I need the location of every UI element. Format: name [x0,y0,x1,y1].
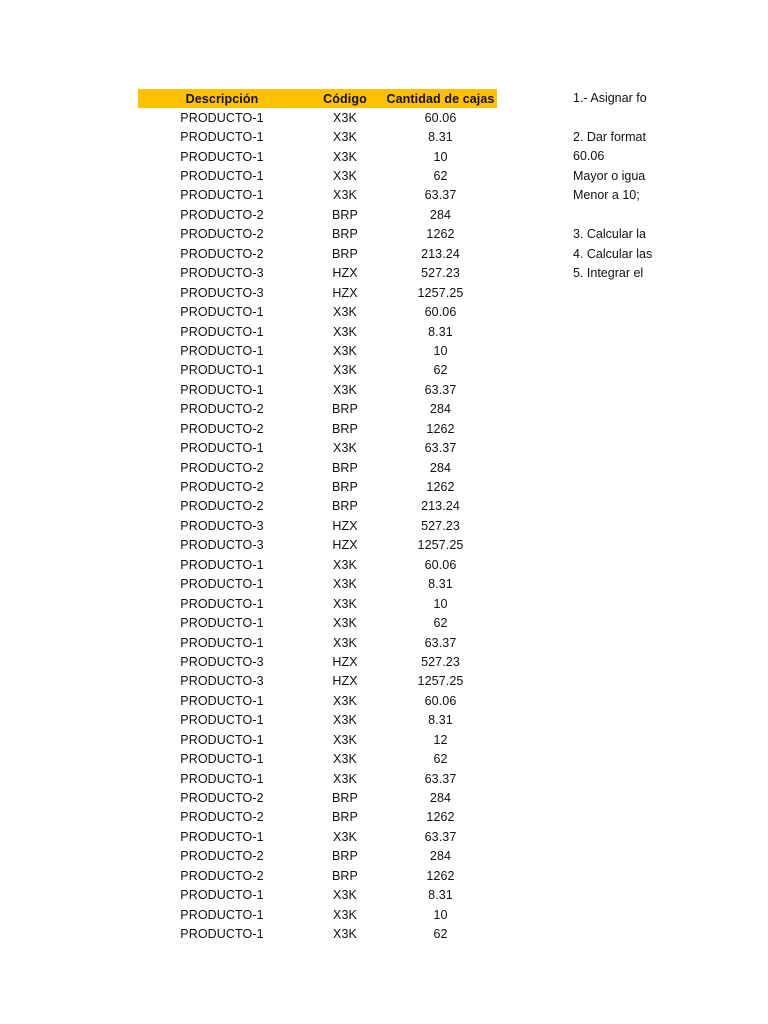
cell-cantidad[interactable]: 10 [433,149,448,164]
cell-cantidad[interactable]: 8.31 [428,888,453,903]
table-row [138,477,497,496]
cell-cantidad[interactable]: 284 [429,791,452,806]
cell-descripcion[interactable]: PRODUCTO-2 [180,480,264,495]
cell-codigo[interactable]: X3K [333,382,357,397]
cell-cantidad[interactable]: 527.23 [421,266,460,281]
cell-descripcion[interactable]: PRODUCTO-1 [180,130,264,145]
cell-descripcion[interactable]: PRODUCTO-3 [180,285,264,300]
table-row [138,905,497,924]
cell-cantidad[interactable]: 1262 [426,810,455,825]
table-row [138,127,497,146]
cell-codigo[interactable]: BRP [331,849,358,864]
cell-cantidad[interactable]: 1262 [426,227,455,242]
cell-cantidad[interactable]: 10 [433,907,448,922]
cell-cantidad[interactable]: 8.31 [428,713,453,728]
cell-cantidad[interactable]: 1257.25 [417,285,464,300]
cell-cantidad[interactable]: 63.37 [424,382,457,397]
instruction-line[interactable]: 1.- Asignar fo [573,91,647,105]
table-header-row [138,89,497,108]
cell-codigo[interactable]: X3K [333,557,357,572]
cell-descripcion[interactable]: PRODUCTO-1 [180,713,264,728]
cell-cantidad[interactable]: 63.37 [424,188,457,203]
cell-codigo[interactable]: X3K [333,596,357,611]
cell-descripcion[interactable]: PRODUCTO-2 [180,207,264,222]
instruction-line[interactable]: 4. Calcular las [573,246,653,261]
cell-descripcion[interactable]: PRODUCTO-3 [180,518,264,533]
cell-cantidad[interactable]: 63.37 [424,635,457,650]
cell-descripcion[interactable]: PRODUCTO-2 [180,246,264,261]
cell-descripcion[interactable]: PRODUCTO-1 [180,927,264,942]
cell-codigo[interactable]: X3K [333,732,357,747]
instruction-line[interactable] [573,108,768,127]
table-row [138,205,497,224]
cell-codigo[interactable]: X3K [333,577,357,592]
table-row [138,438,497,457]
table-row [138,866,497,885]
cell-cantidad[interactable]: 60.06 [424,693,457,708]
cell-codigo[interactable]: BRP [331,499,358,514]
cell-cantidad[interactable]: 284 [429,849,452,864]
table-row [138,341,497,360]
cell-descripcion[interactable]: PRODUCTO-1 [180,441,264,456]
table-row [138,244,497,263]
cell-cantidad[interactable]: 284 [429,207,452,222]
cell-descripcion[interactable]: PRODUCTO-2 [180,460,264,475]
table-row [138,827,497,846]
cell-cantidad[interactable]: 10 [433,343,448,358]
cell-cantidad[interactable]: 1262 [426,421,455,436]
cell-descripcion[interactable]: PRODUCTO-1 [180,752,264,767]
cell-codigo[interactable]: X3K [333,635,357,650]
instruction-line[interactable] [573,206,768,225]
cell-codigo[interactable]: X3K [333,343,357,358]
cell-descripcion[interactable]: PRODUCTO-1 [180,382,264,397]
header-cantidad[interactable]: Cantidad de cajas [386,91,495,106]
cell-cantidad[interactable]: 1262 [426,480,455,495]
cell-descripcion[interactable]: PRODUCTO-1 [180,305,264,320]
instruction-line[interactable]: 2. Dar format [573,129,646,144]
cell-codigo[interactable]: HZX [332,538,358,553]
cell-descripcion[interactable]: PRODUCTO-3 [180,538,264,553]
table-row [138,516,497,535]
cell-codigo[interactable]: X3K [333,752,357,767]
cell-cantidad[interactable]: 1262 [426,868,455,883]
cell-descripcion[interactable]: PRODUCTO-1 [180,693,264,708]
table-row [138,652,497,671]
cell-cantidad[interactable]: 60.06 [424,110,457,125]
table-row [138,788,497,807]
table-row [138,749,497,768]
table-row [138,594,497,613]
header-codigo[interactable]: Código [323,91,367,106]
table-row [138,361,497,380]
cell-codigo[interactable]: X3K [333,324,357,339]
cell-codigo[interactable]: X3K [333,693,357,708]
cell-cantidad[interactable]: 527.23 [421,654,460,669]
cell-cantidad[interactable]: 284 [429,402,452,417]
cell-descripcion[interactable]: PRODUCTO-1 [180,771,264,786]
cell-descripcion[interactable]: PRODUCTO-2 [180,227,264,242]
cell-descripcion[interactable]: PRODUCTO-2 [180,791,264,806]
cell-codigo[interactable]: X3K [333,149,357,164]
table-row [138,380,497,399]
table-row [138,711,497,730]
cell-codigo[interactable]: HZX [332,518,358,533]
cell-cantidad[interactable]: 62 [433,752,448,767]
cell-descripcion[interactable]: PRODUCTO-1 [180,343,264,358]
cell-descripcion[interactable]: PRODUCTO-1 [180,149,264,164]
table-row [138,400,497,419]
cell-descripcion[interactable]: PRODUCTO-1 [180,888,264,903]
table-row [138,555,497,574]
cell-descripcion[interactable]: PRODUCTO-2 [180,421,264,436]
cell-descripcion[interactable]: PRODUCTO-1 [180,907,264,922]
table-row [138,419,497,438]
cell-cantidad[interactable]: 62 [433,169,448,184]
cell-codigo[interactable]: X3K [333,305,357,320]
cell-codigo[interactable]: BRP [331,480,358,495]
header-descripcion[interactable]: Descripción [185,91,259,106]
cell-descripcion[interactable]: PRODUCTO-1 [180,557,264,572]
cell-cantidad[interactable]: 63.37 [424,829,457,844]
cell-cantidad[interactable]: 62 [433,616,448,631]
cell-codigo[interactable]: X3K [333,713,357,728]
cell-cantidad[interactable]: 213.24 [421,499,460,514]
instructions-panel [573,89,768,283]
table-row [138,283,497,302]
cell-cantidad[interactable]: 62 [433,927,448,942]
instruction-line[interactable]: Mayor o igua [573,168,646,183]
cell-cantidad[interactable]: 12 [433,732,448,747]
cell-codigo[interactable]: X3K [333,907,357,922]
table-row [138,613,497,632]
cell-cantidad[interactable]: 284 [429,460,452,475]
table-row [138,302,497,321]
cell-descripcion[interactable]: PRODUCTO-2 [180,810,264,825]
cell-descripcion[interactable]: PRODUCTO-1 [180,577,264,592]
cell-codigo[interactable]: X3K [333,616,357,631]
table-row [138,536,497,555]
cell-codigo[interactable]: BRP [331,207,358,222]
table-row [138,808,497,827]
cell-codigo[interactable]: BRP [331,227,358,242]
cell-codigo[interactable]: BRP [331,402,358,417]
cell-codigo[interactable]: HZX [332,674,358,689]
cell-codigo[interactable]: X3K [333,927,357,942]
table-row [138,166,497,185]
table-row [138,186,497,205]
instruction-line[interactable]: 5. Integrar el [573,265,644,280]
cell-codigo[interactable]: X3K [333,110,357,125]
cell-cantidad[interactable]: 1257.25 [417,674,464,689]
cell-codigo[interactable]: HZX [332,654,358,669]
instruction-line[interactable]: Menor a 10; [573,188,640,203]
cell-cantidad[interactable]: 213.24 [421,246,460,261]
cell-codigo[interactable]: X3K [333,771,357,786]
instruction-line[interactable]: 60.06 [573,149,605,164]
table-row [138,225,497,244]
cell-descripcion[interactable]: PRODUCTO-1 [180,596,264,611]
cell-cantidad[interactable]: 63.37 [424,441,457,456]
table-row [138,633,497,652]
table-row [138,497,497,516]
cell-descripcion[interactable]: PRODUCTO-1 [180,188,264,203]
cell-codigo[interactable]: X3K [333,441,357,456]
cell-cantidad[interactable]: 62 [433,363,448,378]
table-row [138,847,497,866]
table-row [138,730,497,749]
table-row [138,886,497,905]
table-row [138,691,497,710]
cell-descripcion[interactable]: PRODUCTO-1 [180,110,264,125]
cell-descripcion[interactable]: PRODUCTO-1 [180,324,264,339]
cell-codigo[interactable]: BRP [331,246,358,261]
cell-cantidad[interactable]: 8.31 [428,577,453,592]
cell-cantidad[interactable]: 527.23 [421,518,460,533]
cell-cantidad[interactable]: 8.31 [428,130,453,145]
table-row [138,147,497,166]
cell-descripcion[interactable]: PRODUCTO-3 [180,674,264,689]
cell-descripcion[interactable]: PRODUCTO-1 [180,732,264,747]
cell-descripcion[interactable]: PRODUCTO-2 [180,499,264,514]
table-row [138,108,497,127]
cell-descripcion[interactable]: PRODUCTO-1 [180,635,264,650]
cell-descripcion[interactable]: PRODUCTO-2 [180,402,264,417]
table-row [138,924,497,943]
cell-codigo[interactable]: X3K [333,169,357,184]
instruction-line[interactable]: 3. Calcular la [573,227,646,242]
cell-codigo[interactable]: X3K [333,363,357,378]
cell-descripcion[interactable]: PRODUCTO-2 [180,868,264,883]
cell-codigo[interactable]: X3K [333,188,357,203]
cell-cantidad[interactable]: 10 [433,596,448,611]
table-row [138,672,497,691]
cell-codigo[interactable]: HZX [332,266,358,281]
table-row [138,264,497,283]
cell-codigo[interactable]: BRP [331,460,358,475]
table-row [138,322,497,341]
cell-codigo[interactable]: BRP [331,791,358,806]
cell-codigo[interactable]: HZX [332,285,358,300]
data-table [138,89,497,944]
cell-codigo[interactable]: X3K [333,130,357,145]
table-row [138,458,497,477]
cell-codigo[interactable]: X3K [333,888,357,903]
cell-codigo[interactable]: BRP [331,421,358,436]
cell-descripcion[interactable]: PRODUCTO-1 [180,169,264,184]
cell-cantidad[interactable]: 1257.25 [417,538,464,553]
cell-cantidad[interactable]: 60.06 [424,305,457,320]
cell-descripcion[interactable]: PRODUCTO-1 [180,829,264,844]
cell-codigo[interactable]: X3K [333,829,357,844]
cell-descripcion[interactable]: PRODUCTO-3 [180,266,264,281]
cell-descripcion[interactable]: PRODUCTO-1 [180,363,264,378]
table-row [138,769,497,788]
cell-descripcion[interactable]: PRODUCTO-2 [180,849,264,864]
cell-codigo[interactable]: BRP [331,868,358,883]
cell-cantidad[interactable]: 63.37 [424,771,457,786]
table-row [138,575,497,594]
cell-cantidad[interactable]: 8.31 [428,324,453,339]
table-body [138,108,497,944]
cell-descripcion[interactable]: PRODUCTO-1 [180,616,264,631]
cell-codigo[interactable]: BRP [331,810,358,825]
cell-cantidad[interactable]: 60.06 [424,557,457,572]
cell-descripcion[interactable]: PRODUCTO-3 [180,654,264,669]
